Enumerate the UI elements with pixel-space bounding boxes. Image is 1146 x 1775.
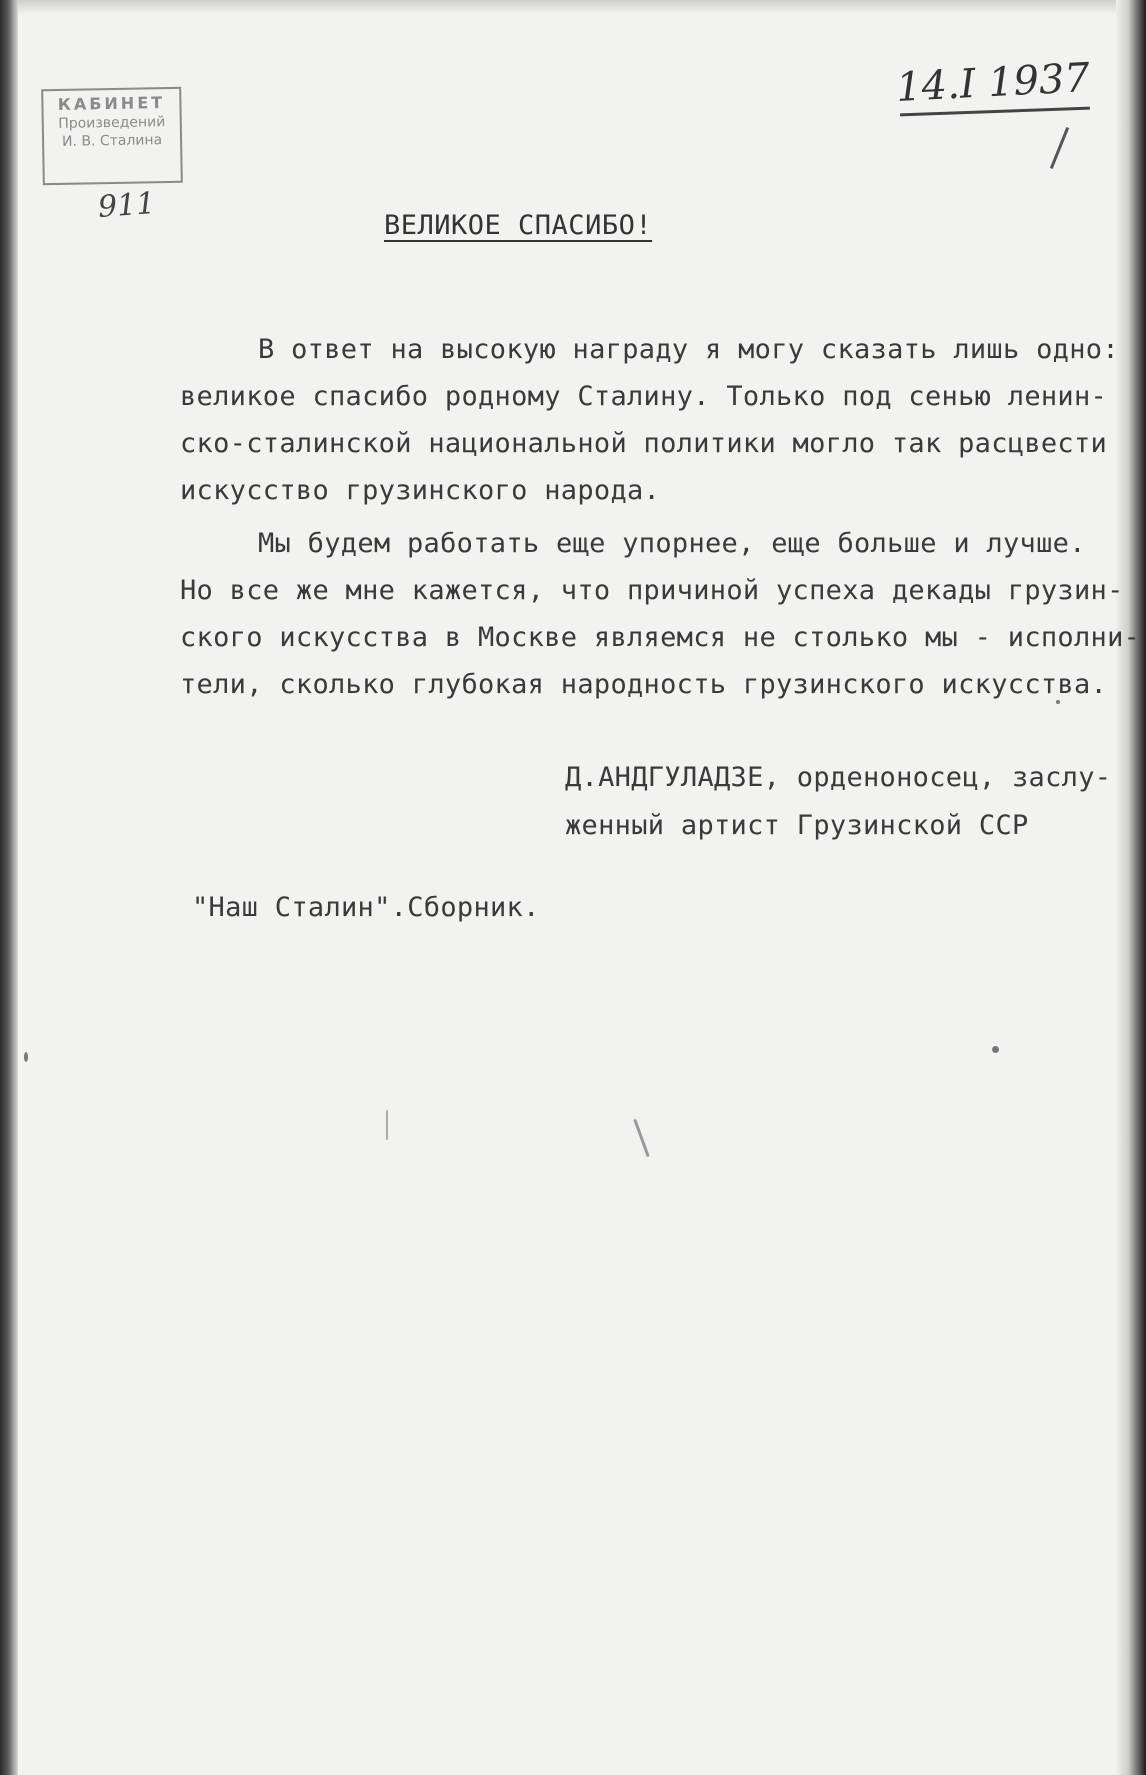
page-right-edge-shadow (1116, 0, 1146, 1775)
source-note: "Наш Сталин".Сборник. (192, 892, 540, 923)
paragraph-2-line-1: Мы будем работать еще упорнее, еще больше и лучше. (258, 528, 1086, 559)
paragraph-1-line-2: великое спасибо родному Сталину. Только под сенью ленин- (180, 381, 1108, 412)
handwritten-date: 14.I 1937 (894, 54, 1092, 112)
paragraph-1-line-3: ско-сталинской национальной политики могло так расцвести (180, 428, 1108, 459)
signature-line-2: женный артист Грузинской ССР (565, 810, 1029, 841)
signature-line-1: Д.АНДГУЛАДЗЕ, орденоносец, заслу- (565, 762, 1112, 793)
page-top-edge-shadow (18, 0, 1116, 14)
document-title: ВЕЛИКОЕ СПАСИБО! (384, 210, 653, 241)
paragraph-2-line-3: ского искусства в Москве являемся не столько мы - исполни- (180, 622, 1141, 653)
page-left-edge-shadow (0, 0, 18, 1775)
paragraph-1-line-1: В ответ на высокую награду я могу сказать лишь одно: (258, 334, 1119, 365)
date-pen-mark (1050, 127, 1069, 169)
paper-mark (633, 1119, 649, 1158)
paper-mark (386, 1110, 388, 1140)
paragraph-1-line-4: искусство грузинского народа. (180, 475, 661, 506)
stamp-line-3: И. В. Сталина (61, 132, 163, 150)
stamp-line-1: КАБИНЕТ (57, 93, 166, 114)
paper-speck (24, 1052, 28, 1062)
stamp-line-2: Произведений (58, 114, 166, 132)
paragraph-2-line-4: тели, сколько глубокая народность грузинского искусства. (180, 669, 1108, 700)
paper-speck (992, 1046, 999, 1053)
archive-stamp (41, 87, 183, 185)
paper-speck (1056, 700, 1060, 704)
handwritten-folio-number: 911 (96, 186, 157, 225)
paragraph-2-line-2: Но все же мне кажется, что причиной успеха декады грузин- (180, 575, 1124, 606)
